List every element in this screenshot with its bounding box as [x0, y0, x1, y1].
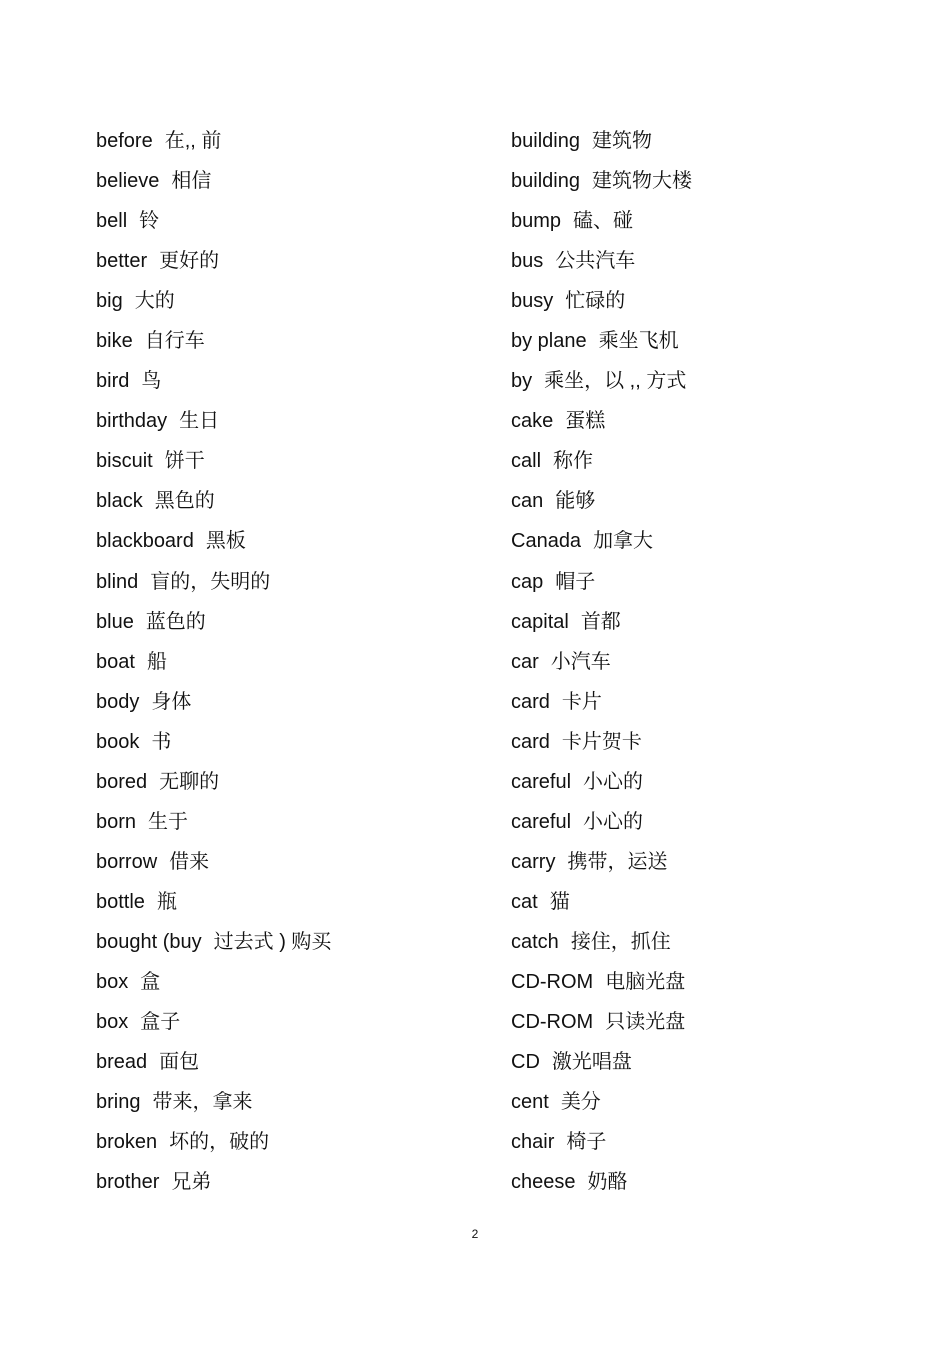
- english-word: card: [511, 730, 550, 753]
- chinese-meaning: 黑板: [205, 530, 246, 553]
- chinese-meaning: 带来，拿来: [152, 1091, 253, 1114]
- english-word: bought (buy: [96, 930, 202, 953]
- english-word: blind: [96, 570, 139, 593]
- english-word: busy: [511, 290, 554, 313]
- chinese-meaning: 黑色的: [154, 490, 215, 513]
- english-word: chair: [511, 1131, 555, 1154]
- chinese-meaning: 激光唱盘: [551, 1051, 632, 1074]
- chinese-meaning: 大的: [134, 290, 175, 313]
- vocab-entry: [96, 521, 496, 561]
- chinese-meaning: 美分: [560, 1091, 601, 1114]
- english-word: body: [96, 690, 140, 713]
- english-word: blackboard: [96, 530, 194, 553]
- english-word: careful: [511, 770, 572, 793]
- vocab-entry: [511, 281, 931, 321]
- vocab-entry: [511, 321, 931, 361]
- vocab-entry: [511, 161, 931, 201]
- vocab-entry: [96, 962, 496, 1002]
- vocab-entry: [511, 882, 931, 922]
- english-word: better: [96, 250, 148, 273]
- english-word: believe: [96, 170, 160, 193]
- chinese-meaning: 盒子: [140, 1011, 181, 1034]
- chinese-meaning: 坏的，破的: [169, 1131, 270, 1154]
- chinese-meaning: 乘坐，以 ,, 方式: [544, 370, 687, 393]
- chinese-meaning: 猫: [549, 890, 570, 913]
- vocab-entry: [96, 401, 496, 441]
- vocab-entry: [511, 682, 931, 722]
- chinese-meaning: 小心的: [583, 810, 644, 833]
- vocab-entry: [511, 602, 931, 642]
- chinese-meaning: 小汽车: [550, 650, 611, 673]
- vocab-entry: [96, 1082, 496, 1122]
- chinese-meaning: 卡片贺卡: [561, 730, 642, 753]
- chinese-meaning: 卡片: [561, 690, 602, 713]
- english-word: book: [96, 730, 140, 753]
- english-word: CD: [511, 1051, 540, 1074]
- chinese-meaning: 椅子: [566, 1131, 607, 1154]
- vocab-entry: [511, 521, 931, 561]
- english-word: borrow: [96, 850, 158, 873]
- chinese-meaning: 加拿大: [593, 530, 654, 553]
- english-word: big: [96, 290, 123, 313]
- chinese-meaning: 磕、碰: [573, 210, 634, 233]
- vocab-entry: [96, 241, 496, 281]
- chinese-meaning: 携带，运送: [567, 850, 668, 873]
- chinese-meaning: 面包: [159, 1051, 200, 1074]
- english-word: born: [96, 810, 137, 833]
- chinese-meaning: 建筑物大楼: [591, 170, 692, 193]
- english-word: bottle: [96, 890, 145, 913]
- chinese-meaning: 船: [146, 650, 167, 673]
- chinese-meaning: 借来: [169, 850, 210, 873]
- vocab-entry: [511, 562, 931, 602]
- english-word: carry: [511, 850, 556, 873]
- english-word: can: [511, 490, 544, 513]
- vocab-entry: [96, 321, 496, 361]
- english-word: by plane: [511, 330, 587, 353]
- page-number: 2: [471, 1227, 479, 1241]
- chinese-meaning: 饼干: [164, 450, 205, 473]
- english-word: before: [96, 130, 153, 152]
- vocab-entry: [511, 762, 931, 802]
- vocab-entry: [511, 842, 931, 882]
- vocab-entry: [511, 361, 931, 401]
- english-word: CD-ROM: [511, 1011, 594, 1034]
- vocab-entry: [96, 762, 496, 802]
- vocab-entry: [511, 962, 931, 1002]
- chinese-meaning: 瓶: [156, 890, 177, 913]
- chinese-meaning: 盲的，失明的: [150, 570, 271, 593]
- english-word: box: [96, 1011, 129, 1034]
- chinese-meaning: 首都: [580, 610, 621, 633]
- vocab-entry: [511, 441, 931, 481]
- chinese-meaning: 书: [151, 730, 172, 753]
- vocab-entry: [511, 241, 931, 281]
- chinese-meaning: 盒: [140, 970, 161, 993]
- english-word: CD-ROM: [511, 970, 594, 993]
- vocab-entry: [511, 722, 931, 762]
- chinese-meaning: 自行车: [144, 330, 205, 353]
- vocab-entry: [96, 842, 496, 882]
- english-word: birthday: [96, 410, 168, 433]
- english-word: bus: [511, 250, 544, 273]
- vocab-entry: [511, 1042, 931, 1082]
- english-word: careful: [511, 810, 572, 833]
- vocab-entry: [96, 802, 496, 842]
- vocab-entry: [96, 642, 496, 682]
- vocab-entry: [511, 1162, 931, 1202]
- vocab-entry: [96, 1162, 496, 1202]
- vocab-entry: [96, 1042, 496, 1082]
- chinese-meaning: 只读光盘: [605, 1011, 686, 1034]
- vocabulary-column-right: [511, 121, 931, 1202]
- english-word: Canada: [511, 530, 582, 553]
- vocab-entry: [511, 642, 931, 682]
- english-word: biscuit: [96, 450, 153, 473]
- chinese-meaning: 相信: [171, 170, 212, 193]
- vocab-entry: [96, 361, 496, 401]
- english-word: bring: [96, 1091, 141, 1114]
- chinese-meaning: 身体: [151, 690, 192, 713]
- chinese-meaning: 生于: [148, 810, 189, 833]
- english-word: card: [511, 690, 550, 713]
- vocab-entry: [96, 922, 496, 962]
- chinese-meaning: 蛋糕: [565, 410, 606, 433]
- vocab-entry: [96, 682, 496, 722]
- chinese-meaning: 无聊的: [159, 770, 220, 793]
- vocab-entry: [511, 1002, 931, 1042]
- vocab-entry: [511, 401, 931, 441]
- vocab-entry: [511, 1082, 931, 1122]
- vocab-entry: [96, 441, 496, 481]
- english-word: box: [96, 970, 129, 993]
- english-word: cheese: [511, 1171, 576, 1194]
- chinese-meaning: 奶酪: [587, 1171, 628, 1194]
- chinese-meaning: 铃: [139, 210, 160, 233]
- vocab-entry: [511, 121, 931, 161]
- vocab-entry: [96, 121, 496, 161]
- english-word: call: [511, 450, 542, 473]
- english-word: bread: [96, 1051, 148, 1074]
- chinese-meaning: 更好的: [159, 250, 220, 273]
- chinese-meaning: 乘坐飞机: [598, 330, 679, 353]
- english-word: cat: [511, 890, 538, 913]
- english-word: blue: [96, 610, 134, 633]
- english-word: cap: [511, 570, 544, 593]
- vocab-entry: [511, 201, 931, 241]
- vocab-entry: [96, 161, 496, 201]
- chinese-meaning: 兄弟: [171, 1171, 212, 1194]
- chinese-meaning: 过去式 ) 购买: [213, 930, 332, 953]
- vocab-entry: [511, 481, 931, 521]
- vocab-entry: [96, 562, 496, 602]
- english-word: bird: [96, 370, 130, 393]
- vocab-entry: [511, 1122, 931, 1162]
- chinese-meaning: 建筑物: [591, 130, 652, 152]
- english-word: cake: [511, 410, 554, 433]
- english-word: broken: [96, 1131, 158, 1154]
- chinese-meaning: 能够: [555, 490, 596, 513]
- english-word: boat: [96, 650, 135, 673]
- english-word: capital: [511, 610, 569, 633]
- vocab-entry: [96, 882, 496, 922]
- vocab-entry: [96, 722, 496, 762]
- vocab-entry: [96, 281, 496, 321]
- english-word: cent: [511, 1091, 549, 1114]
- chinese-meaning: 公共汽车: [555, 250, 636, 273]
- english-word: catch: [511, 930, 559, 953]
- chinese-meaning: 在,, 前: [164, 130, 222, 152]
- vocab-entry: [96, 602, 496, 642]
- chinese-meaning: 生日: [179, 410, 220, 433]
- english-word: brother: [96, 1171, 160, 1194]
- english-word: bell: [96, 210, 128, 233]
- english-word: building: [511, 170, 580, 193]
- chinese-meaning: 接住，抓住: [570, 930, 671, 953]
- english-word: black: [96, 490, 143, 513]
- english-word: car: [511, 650, 539, 673]
- chinese-meaning: 蓝色的: [145, 610, 206, 633]
- english-word: bike: [96, 330, 133, 353]
- chinese-meaning: 忙碌的: [565, 290, 626, 313]
- vocab-entry: [96, 1002, 496, 1042]
- chinese-meaning: 称作: [553, 450, 594, 473]
- vocab-entry: [96, 201, 496, 241]
- english-word: by: [511, 370, 533, 393]
- chinese-meaning: 电脑光盘: [605, 970, 686, 993]
- vocab-entry: [511, 802, 931, 842]
- english-word: bored: [96, 770, 148, 793]
- chinese-meaning: 帽子: [555, 570, 596, 593]
- vocabulary-column-left: [96, 121, 496, 1202]
- english-word: building: [511, 130, 580, 152]
- vocab-entry: [96, 481, 496, 521]
- chinese-meaning: 小心的: [583, 770, 644, 793]
- vocab-entry: [96, 1122, 496, 1162]
- english-word: bump: [511, 210, 562, 233]
- chinese-meaning: 鸟: [141, 370, 162, 393]
- vocab-entry: [511, 922, 931, 962]
